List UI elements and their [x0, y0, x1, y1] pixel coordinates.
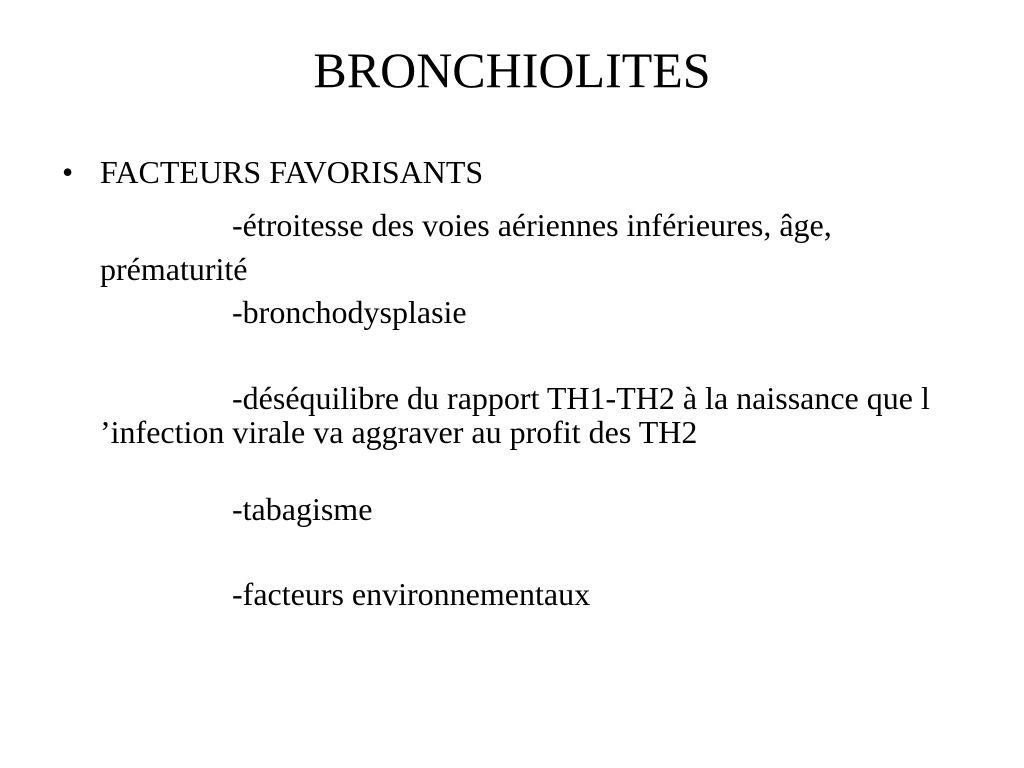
- list-item-tabagisme: -tabagisme: [232, 491, 373, 527]
- list-item-voies-aeriennes-continued: prématurité: [100, 251, 248, 287]
- slide-title: BRONCHIOLITES: [313, 42, 711, 98]
- list-item-desequilibre-th1-th2: -déséquilibre du rapport TH1-TH2 à la naissance que l ’infection virale va aggraver au profit des TH2: [100, 380, 930, 450]
- list-item-facteurs-environnementaux: -facteurs environnementaux: [232, 576, 591, 612]
- bullet-heading: FACTEURS FAVORISANTS: [100, 154, 484, 190]
- bullet-icon: •: [62, 154, 74, 190]
- list-item-bronchodysplasie: -bronchodysplasie: [232, 294, 467, 330]
- list-item-voies-aeriennes: -étroitesse des voies aériennes inférieures, âge,: [232, 207, 832, 243]
- bullet-heading-row: [62, 150, 483, 194]
